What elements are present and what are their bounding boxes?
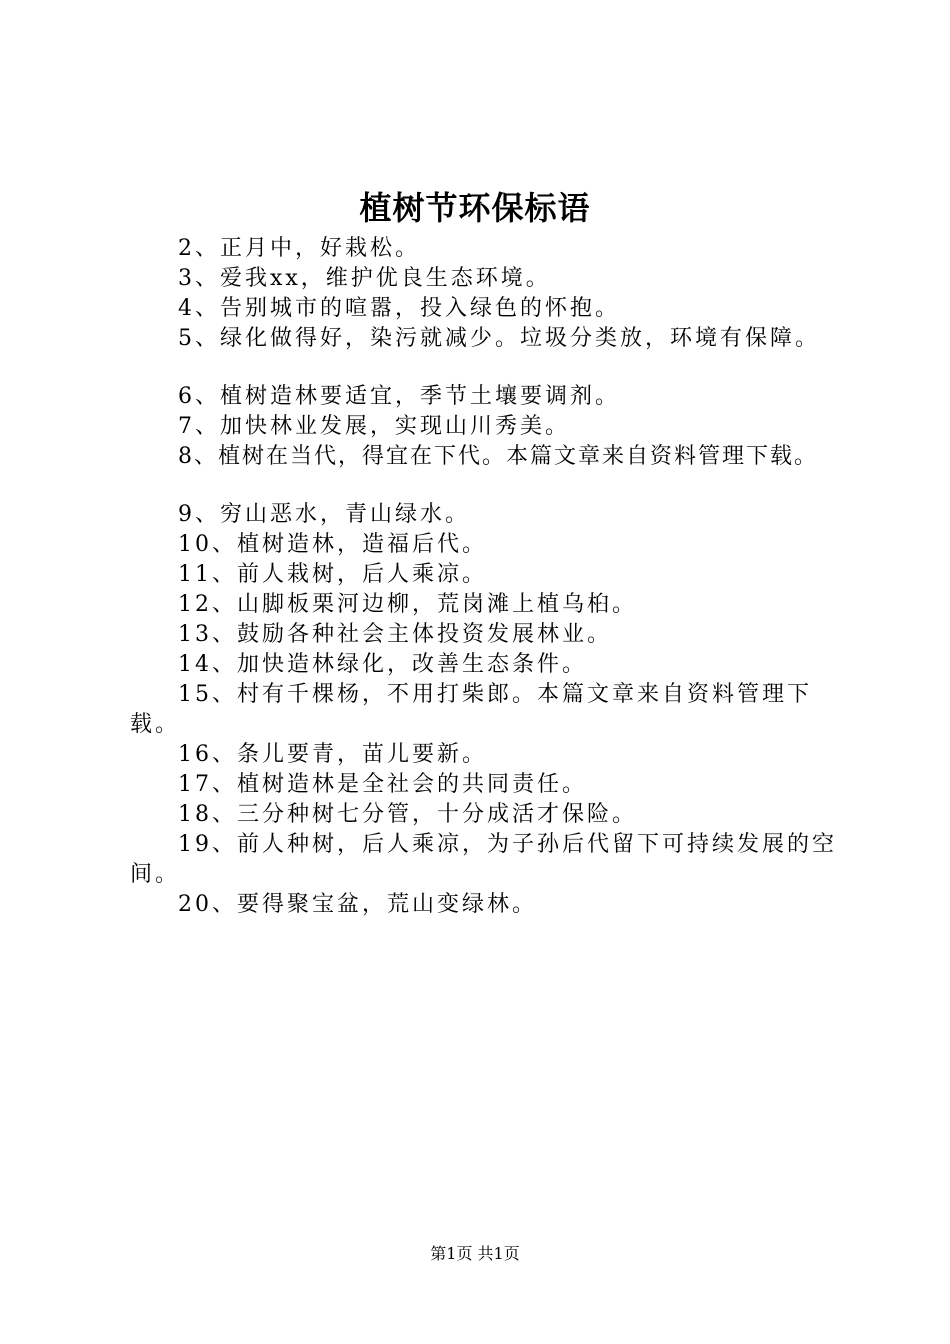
slogan-item-7: 7、加快林业发展，实现山川秀美。	[178, 414, 570, 439]
slogan-item-17: 17、植树造林是全社会的共同责任。	[178, 772, 587, 797]
document-title: 植树节环保标语	[359, 189, 591, 227]
slogan-item-10: 10、植树造林，造福后代。	[178, 532, 487, 557]
slogan-item-11: 11、前人栽树，后人乘凉。	[178, 562, 487, 587]
slogan-item-16: 16、条儿要青，苗儿要新。	[178, 742, 487, 767]
slogan-item-8: 8、植树在当代，得宜在下代。本篇文章来自资料管理下载。	[178, 444, 818, 469]
slogan-item-18: 18、三分种树七分管，十分成活才保险。	[178, 802, 637, 827]
slogan-item-6: 6、植树造林要适宜，季节土壤要调剂。	[178, 384, 620, 409]
slogan-item-14: 14、加快造林绿化，改善生态条件。	[178, 652, 587, 677]
slogan-item-15: 15、村有千棵杨，不用打柴郎。本篇文章来自资料管理下载。	[130, 682, 812, 737]
slogan-item-9: 9、穷山恶水，青山绿水。	[178, 502, 470, 527]
slogan-item-5: 5、绿化做得好，染污就减少。垃圾分类放，环境有保障。	[178, 326, 820, 351]
page-footer: 第1页 共1页	[430, 1244, 520, 1263]
slogan-item-4: 4、告别城市的喧嚣，投入绿色的怀抱。	[178, 296, 620, 321]
slogan-item-19: 19、前人种树，后人乘凉，为子孙后代留下可持续发展的空间。	[130, 832, 837, 887]
slogan-item-13: 13、鼓励各种社会主体投资发展林业。	[178, 622, 612, 647]
slogan-item-20: 20、要得聚宝盆，荒山变绿林。	[178, 892, 537, 917]
slogan-item-2: 2、正月中，好栽松。	[178, 236, 420, 261]
slogan-list	[130, 234, 840, 920]
slogan-item-12: 12、山脚板栗河边柳，荒岗滩上植乌桕。	[178, 592, 637, 617]
slogan-item-3: 3、爱我xx，维护优良生态环境。	[178, 266, 551, 291]
